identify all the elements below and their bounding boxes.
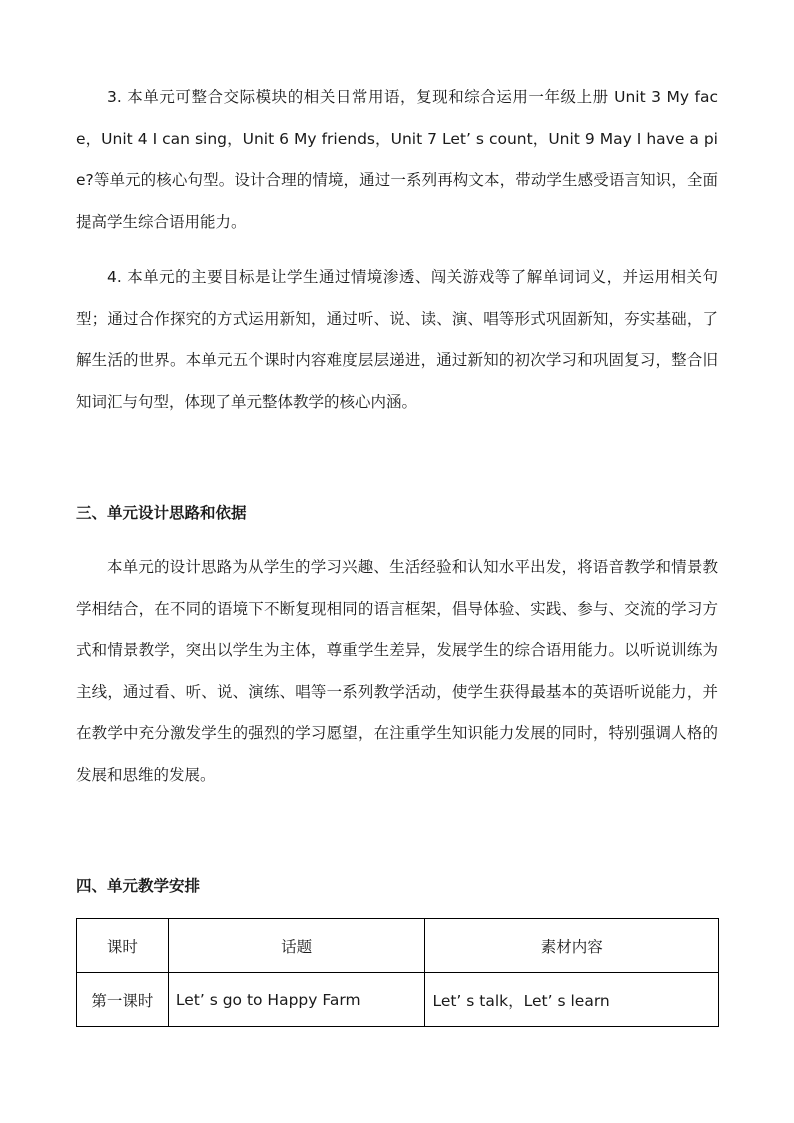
header-topic: 话题 [168,919,425,973]
cell-lesson: 第一课时 [77,973,169,1027]
cell-materials: Let’ s talk，Let’ s learn [425,973,719,1027]
table-header-row [77,919,719,973]
table-row [77,973,719,1027]
section-3-heading: 三、单元设计思路和依据 [76,504,247,522]
paragraph-point-4: 4. 本单元的主要目标是让学生通过情境渗透、闯关游戏等了解单词词义，并运用相关句型；通过合作探究的方式运用新知，通过听、说、读、演、唱等形式巩固新知，夯实基础，了解生活的世界。本单元五个课时内容难度层层递进，通过新知的初次学习和巩固复习，整合旧知词汇与句型，体现了单元整体教学的核心内涵。 [76,268,718,411]
section-3-body: 本单元的设计思路为从学生的学习兴趣、生活经验和认知水平出发，将语音教学和情景教学相结合，在不同的语境下不断复现相同的语言框架，倡导体验、实践、参与、交流的学习方式和情景教学，突出以学生为主体，尊重学生差异，发展学生的综合语用能力。以听说训练为主线，通过看、听、说、演练、唱等一系列教学活动，使学生获得最基本的英语听说能力，并在教学中充分激发学生的强烈的学习愿望，在注重学生知识能力发展的同时，特别强调人格的发展和思维的发展。 [76,558,718,784]
section-4-heading: 四、单元教学安排 [76,877,201,895]
header-materials: 素材内容 [425,919,719,973]
cell-topic: Let’ s go to Happy Farm [168,973,425,1027]
header-lesson: 课时 [77,919,169,973]
schedule-table [76,918,719,1027]
paragraph-point-3: 3. 本单元可整合交际模块的相关日常用语，复现和综合运用一年级上册 Unit 3 My face，Unit 4 I can sing，Unit 6 My friends，Unit 7 Let’ s count，Unit 9 May I have a pie?等单元的核心句型。设计合理的情境，通过一系列再构文本，带动学生感受语言知识，全面提高学生综合语用能力。 [76,88,718,231]
